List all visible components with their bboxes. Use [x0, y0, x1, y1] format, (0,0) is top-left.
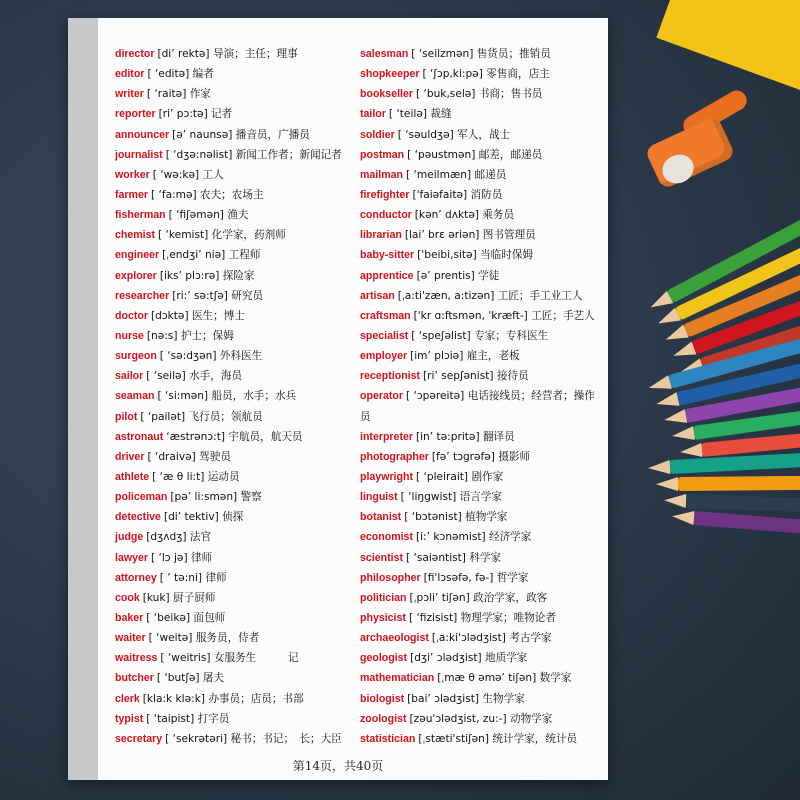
vocab-entry	[360, 648, 600, 668]
vocab-entry	[360, 507, 600, 527]
vocab-entry	[360, 185, 600, 205]
vocab-meaning: 驾驶员	[199, 450, 231, 463]
vocab-word: bookseller	[360, 88, 413, 101]
vocab-meaning: 水手，海员	[189, 370, 243, 383]
vocab-word: salesman	[360, 48, 409, 60]
vocab-word: detective	[115, 511, 161, 524]
vocab-meaning: 编者	[192, 68, 214, 81]
vocab-entry	[360, 709, 600, 729]
vocab-phonetic: [ ‘editə]	[147, 68, 190, 81]
vocab-entry	[115, 64, 355, 84]
vocab-phonetic: [fə’ tɔgrəfə]	[431, 450, 495, 463]
vocab-word: librarian	[360, 229, 402, 242]
vocab-word: judge	[115, 531, 144, 544]
vocab-entry	[360, 568, 600, 588]
vocab-phonetic: [i:’ kɔnəmist]	[415, 531, 486, 544]
vocab-word: journalist	[115, 148, 163, 161]
vocab-phonetic: [in’ tə:pritə]	[415, 430, 480, 443]
vocab-phonetic: [ ‘sekrətəri]	[165, 732, 228, 745]
vocab-word: zoologist	[360, 712, 407, 725]
vocab-meaning: 学徒	[478, 269, 500, 282]
vocab-word: interpreter	[360, 430, 413, 443]
vocab-entry	[115, 668, 355, 688]
vocab-meaning: 外科医生	[219, 350, 263, 363]
vocab-meaning: 统计学家，统计员	[492, 732, 578, 745]
vocab-entry	[115, 487, 355, 507]
vocab-word: nurse	[115, 329, 144, 342]
vocab-entry	[115, 346, 355, 366]
vocab-phonetic: [ ‘weitə]	[148, 632, 193, 645]
vocab-word: explorer	[115, 269, 157, 282]
vocab-meaning: 导演；主任；理事	[212, 48, 298, 60]
vocab-meaning: 地质学家	[485, 652, 528, 665]
vocab-meaning: 作家	[189, 88, 211, 101]
vocab-meaning: 面包师	[193, 611, 226, 624]
vocab-phonetic: [ ‘sə:dʒən]	[159, 350, 217, 363]
vocab-word: chemist	[115, 229, 156, 242]
vocab-phonetic: [ ‘saiəntist]	[405, 551, 466, 564]
vocab-meaning: 工匠；手工业工人	[497, 289, 583, 302]
vocab-word: surgeon	[115, 350, 157, 363]
vocab-word: shopkeeper	[360, 68, 420, 81]
vocab-phonetic: [ ‘liŋgwist]	[400, 491, 457, 504]
page-edge-strip	[68, 18, 98, 780]
vocab-phonetic: [ə’ prentis]	[416, 269, 475, 282]
vocab-phonetic: [ˌstæti'stiʃən]	[418, 732, 490, 745]
vocab-meaning: 侦探	[222, 511, 244, 524]
vocab-phonetic: [ ‘dʒə:nəlist]	[165, 148, 233, 161]
vocab-phonetic: [ri’ sepʃənist]	[423, 370, 494, 383]
binder-clip-icon	[640, 95, 750, 195]
vocab-entry	[360, 548, 600, 568]
vocab-meaning: 办事员；店员；书部	[208, 692, 304, 705]
vocab-entry	[360, 44, 600, 64]
vocab-meaning: 摄影师	[498, 450, 531, 463]
vocab-word: mathematician	[360, 672, 435, 685]
vocab-phonetic: [ ‘fa:mə]	[150, 188, 197, 201]
colored-pencils-icon	[640, 250, 800, 570]
vocab-phonetic: [ ‘seilə]	[146, 370, 186, 383]
vocab-phonetic: [dʒi’ ɔlədʒist]	[410, 652, 482, 665]
vocab-entry	[115, 44, 355, 64]
vocab-word: baker	[115, 611, 144, 624]
vocab-meaning: 新闻工作者；新闻记者	[235, 148, 342, 161]
vocab-word: reporter	[115, 108, 156, 121]
vocab-phonetic: [ ‘fiʃəmən]	[168, 209, 224, 222]
vocab-meaning: 运动员	[207, 470, 240, 483]
vocab-word: tailor	[360, 108, 386, 121]
vocab-entry	[115, 568, 355, 588]
vocab-word: lawyer	[115, 551, 148, 564]
vocab-word: announcer	[115, 128, 170, 141]
vocab-entry	[115, 286, 355, 306]
vocab-entry	[115, 366, 355, 386]
vocab-entry	[115, 386, 355, 406]
vocab-entry	[360, 104, 600, 124]
vocab-phonetic: [ ‘pəustmən]	[407, 148, 476, 161]
vocab-entry	[360, 346, 600, 366]
vocab-entry	[115, 548, 355, 568]
vocab-phonetic: [ ‘seilzmən]	[411, 48, 474, 60]
vocab-meaning: 语言学家	[459, 491, 503, 504]
vocab-word: attorney	[115, 571, 157, 584]
vocab-phonetic: [ ‘meilmæn]	[405, 168, 472, 181]
vocab-phonetic: [ ‘buk,selə]	[416, 88, 476, 101]
vocab-meaning: 屠夫	[202, 672, 225, 685]
vocab-entry	[360, 608, 600, 628]
vocab-entry	[360, 628, 600, 648]
vocab-meaning: 经济学家	[489, 531, 532, 544]
vocab-phonetic: [im’ plɔiə]	[410, 350, 464, 363]
vocab-word: clerk	[115, 692, 140, 705]
vocab-phonetic: [ ‘wə:kə]	[152, 168, 200, 181]
vocab-phonetic: ['beibi,sitə]	[417, 249, 477, 262]
vocab-meaning: 翻译员	[482, 430, 515, 443]
vocab-phonetic: [ ‘speʃəlist]	[411, 329, 471, 342]
vocab-word: politician	[360, 591, 407, 604]
vocab-phonetic: ['faiəfaitə]	[412, 188, 468, 201]
vocab-entry	[360, 527, 600, 547]
vocab-word: cook	[115, 591, 140, 604]
vocab-word: waiter	[115, 632, 146, 645]
right-column	[360, 44, 600, 749]
vocab-entry	[115, 205, 355, 225]
vocab-word: artisan	[360, 289, 395, 302]
vocab-phonetic: [ ‘weitris]	[160, 652, 211, 665]
vocab-entry	[360, 125, 600, 145]
vocab-word: specialist	[360, 329, 409, 342]
vocab-entry	[115, 245, 355, 265]
vocab-entry	[115, 709, 355, 729]
vocab-entry	[360, 668, 600, 688]
vocab-entry	[360, 266, 600, 286]
vocab-meaning: 厨子厨师	[173, 591, 216, 604]
left-column	[115, 44, 355, 749]
vocab-entry	[360, 64, 600, 84]
vocab-phonetic: [ ‘ɔpəreitə]	[405, 390, 465, 403]
vocab-word: driver	[115, 450, 145, 463]
vocab-entry	[360, 588, 600, 608]
vocab-word: economist	[360, 531, 413, 544]
vocab-meaning: 军人，战士	[457, 128, 511, 141]
vocab-word: philosopher	[360, 571, 421, 584]
vocab-entry	[360, 326, 600, 346]
vocab-meaning: 工匠；手艺人	[531, 309, 595, 322]
vocab-meaning: 动物学家	[510, 712, 553, 725]
vocab-word: geologist	[360, 652, 408, 665]
vocab-word: policeman	[115, 491, 168, 504]
vocab-entry	[115, 407, 355, 427]
vocab-entry	[115, 185, 355, 205]
vocab-phonetic: [kla:k klə:k]	[142, 692, 205, 705]
vocab-phonetic: [zəu'ɔlədʒist, zu:-]	[409, 712, 507, 725]
vocab-meaning: 宇航员，航天员	[228, 430, 303, 443]
vocab-entry	[360, 225, 600, 245]
vocab-entry	[360, 165, 600, 185]
vocab-entry	[115, 447, 355, 467]
vocab-word: apprentice	[360, 269, 414, 282]
vocab-phonetic: [ ‘ʃɔp,ki:pə]	[422, 68, 483, 81]
vocab-phonetic: ‘æstrənɔ:t]	[166, 430, 225, 443]
vocab-meaning: 雇主，老板	[466, 350, 520, 363]
vocab-word: typist	[115, 712, 144, 725]
vocab-entry	[115, 125, 355, 145]
vocab-word: physicist	[360, 611, 406, 624]
vocab-phonetic: [ə’ naunsə]	[172, 128, 233, 141]
vocab-phonetic: [ri’ pɔ:tə]	[158, 108, 208, 121]
vocab-meaning: 当临时保姆	[480, 249, 534, 262]
vocab-entry	[115, 729, 355, 749]
vocab-word: craftsman	[360, 309, 411, 322]
vocab-meaning: 医生；博士	[191, 309, 245, 322]
vocab-entry	[360, 145, 600, 165]
vocab-phonetic: [bai’ ɔlədʒist]	[407, 692, 480, 705]
vocab-entry	[115, 326, 355, 346]
vocab-meaning: 政治学家，政客	[473, 591, 548, 604]
vocab-word: farmer	[115, 188, 148, 201]
vocab-meaning: 乘务员	[482, 209, 515, 222]
vocab-word: playwright	[360, 470, 413, 483]
vocab-phonetic: [ ‘teilə]	[388, 108, 427, 121]
vocab-phonetic: [ ’ tə:ni]	[159, 571, 203, 584]
vocab-phonetic: [kən’ dʌktə]	[414, 209, 479, 222]
vocab-meaning: 考古学家	[509, 632, 552, 645]
vocab-phonetic: [ ‘bɔtənist]	[404, 511, 462, 524]
vocab-meaning: 专家；专科医生	[474, 329, 549, 342]
vocab-meaning: 消防员	[470, 188, 503, 201]
vocab-word: butcher	[115, 672, 154, 685]
vocab-word: engineer	[115, 249, 160, 262]
vocab-phonetic: [ ‘səuldʒə]	[397, 128, 454, 141]
vocab-meaning: 护士；保姆	[180, 329, 234, 342]
vocab-meaning: 售货员；推销员	[476, 48, 551, 60]
vocab-word: archaeologist	[360, 632, 429, 645]
vocab-phonetic: [ ‘kemist]	[158, 229, 209, 242]
vocab-phonetic: [pə’ li:smən]	[170, 491, 238, 504]
vocab-phonetic: [ˌa:ki'ɔlədʒist]	[431, 632, 506, 645]
vocab-phonetic: [ ‘lɔ jə]	[150, 551, 188, 564]
vocab-phonetic: [ ‘butʃə]	[156, 672, 200, 685]
vocab-phonetic: [nə:s]	[146, 329, 178, 342]
vocab-entry	[115, 427, 355, 447]
vocab-phonetic: [ ‘beikə]	[146, 611, 191, 624]
vocab-meaning: 物理学家；唯物论者	[460, 611, 556, 624]
vocab-word: seaman	[115, 390, 155, 403]
vocab-word: photographer	[360, 450, 429, 463]
vocab-entry	[115, 588, 355, 608]
vocab-word: sailor	[115, 370, 144, 383]
vocab-phonetic: [ˌmæ θ əmə’ tiʃən]	[437, 672, 537, 685]
vocab-meaning: 渔夫	[227, 209, 249, 222]
vocab-entry	[115, 145, 355, 165]
document-page	[68, 18, 608, 780]
vocab-meaning: 律师	[205, 571, 227, 584]
vocab-entry	[115, 266, 355, 286]
vocab-phonetic: [ ‘raitə]	[146, 88, 187, 101]
vocab-phonetic: [ ‘si:mən]	[157, 390, 209, 403]
vocab-entry	[360, 729, 600, 749]
vocab-meaning: 植物学家	[465, 511, 508, 524]
vocab-phonetic: [ ‘pailət]	[140, 410, 186, 423]
vocab-meaning: 工人	[202, 168, 224, 181]
vocab-phonetic: [di’ rektə]	[157, 48, 210, 60]
vocab-entry	[115, 467, 355, 487]
vocab-meaning: 邮差，邮递员	[478, 148, 543, 161]
vocab-meaning: 书商；售书员	[478, 88, 543, 101]
vocab-word: director	[115, 48, 155, 60]
vocab-meaning: 农夫；农场主	[200, 188, 264, 201]
vocab-meaning: 化学家，药剂师	[211, 229, 286, 242]
vocab-word: writer	[115, 88, 144, 101]
vocab-word: statistician	[360, 732, 416, 745]
vocab-meaning: 警察	[240, 491, 262, 504]
vocab-phonetic: [kuk]	[142, 591, 170, 604]
vocab-word: fisherman	[115, 209, 166, 222]
vocab-meaning: 工程师	[228, 249, 261, 262]
vocab-entry	[360, 366, 600, 386]
vocab-entry	[360, 467, 600, 487]
vocab-word: doctor	[115, 309, 148, 322]
vocab-word: editor	[115, 68, 145, 81]
vocab-meaning: 图书管理员	[482, 229, 536, 242]
vocab-meaning: 邮递员	[474, 168, 507, 181]
vocab-phonetic: [ˌpɔli’ tiʃən]	[409, 591, 470, 604]
vocab-meaning: 数学家	[539, 672, 572, 685]
vocab-meaning: 打字员	[197, 712, 230, 725]
vocab-meaning: 科学家	[469, 551, 502, 564]
vocab-word: operator	[360, 390, 403, 403]
vocab-entry	[115, 628, 355, 648]
vocab-phonetic: [dʒʌdʒ]	[146, 531, 187, 544]
vocab-phonetic: [iks’ plɔ:rə]	[159, 269, 220, 282]
vocab-phonetic: [ri:’ sə:tʃə]	[172, 289, 228, 302]
vocab-meaning: 生物学家	[482, 692, 525, 705]
vocab-phonetic: [ ‘æ θ li:t]	[152, 470, 205, 483]
pencil	[678, 475, 800, 491]
vocab-meaning: 研究员	[231, 289, 264, 302]
vocab-entry	[360, 427, 600, 447]
vocab-entry	[360, 84, 600, 104]
vocab-entry	[115, 165, 355, 185]
vocab-phonetic: [lai’ brɛ əriən]	[404, 229, 480, 242]
vocab-phonetic: [ ‘draivə]	[147, 450, 196, 463]
vocab-word: soldier	[360, 128, 395, 141]
vocab-entry	[360, 447, 600, 467]
pencil	[693, 511, 800, 542]
vocab-meaning: 秘书；书记； 长；大臣	[230, 732, 342, 745]
vocab-entry	[360, 205, 600, 225]
vocab-meaning: 记者	[211, 108, 233, 121]
vocab-phonetic: [di’ tektiv]	[163, 511, 219, 524]
vocab-meaning: 裁缝	[430, 108, 452, 121]
vocab-entry	[115, 527, 355, 547]
vocab-meaning: 接待员	[496, 370, 529, 383]
vocab-entry	[115, 306, 355, 326]
vocab-word: firefighter	[360, 188, 410, 201]
vocab-meaning: 电话接线员；经营者；操作员	[360, 390, 595, 423]
vocab-word: scientist	[360, 551, 403, 564]
vocab-phonetic: [ ‘taipist]	[146, 712, 195, 725]
vocab-phonetic: [ ‘pleirait]	[415, 470, 469, 483]
vocab-entry	[115, 104, 355, 124]
vocab-word: conductor	[360, 209, 412, 222]
vocab-word: athlete	[115, 470, 150, 483]
vocab-phonetic: ['kr ɑ:ftsmən, 'kræft-]	[413, 309, 528, 322]
vocab-word: worker	[115, 168, 150, 181]
vocab-meaning: 船员，水手；水兵	[211, 390, 297, 403]
vocab-entry	[360, 487, 600, 507]
vocab-word: secretary	[115, 732, 163, 745]
vocab-word: linguist	[360, 491, 398, 504]
vocab-meaning: 律师	[190, 551, 213, 564]
vocab-meaning: 播音员，广播员	[235, 128, 310, 141]
vocab-entry	[115, 648, 355, 668]
vocab-word: researcher	[115, 289, 170, 302]
vocab-entry	[360, 306, 600, 326]
vocab-entry	[115, 608, 355, 628]
vocab-word: baby-sitter	[360, 249, 415, 262]
vocab-word: waitress	[115, 652, 158, 665]
vocab-meaning: 零售商，店主	[486, 68, 550, 81]
vocab-entry	[360, 689, 600, 709]
vocab-entry	[115, 507, 355, 527]
vocab-meaning: 哲学家	[496, 571, 529, 584]
vocab-meaning: 飞行员；领航员	[188, 410, 263, 423]
vocab-meaning: 剧作家	[471, 470, 504, 483]
vocab-word: receptionist	[360, 370, 421, 383]
vocab-entry	[360, 245, 600, 265]
vocab-word: astronaut	[115, 430, 164, 443]
vocab-phonetic: [fi'lɔsəfə, fə-]	[423, 571, 494, 584]
vocab-meaning: 女服务生 记	[213, 652, 299, 665]
vocab-entry	[360, 386, 600, 426]
vocab-entry	[115, 225, 355, 245]
vocab-word: pilot	[115, 410, 138, 423]
vocab-phonetic: [ˌa:ti'zæn, a:tizən]	[397, 289, 495, 302]
vocab-word: mailman	[360, 168, 403, 181]
vocab-word: botanist	[360, 511, 402, 524]
vocab-meaning: 探险家	[222, 269, 255, 282]
vocab-meaning: 服务员，侍者	[195, 632, 260, 645]
vocab-meaning: 法官	[189, 531, 212, 544]
vocab-word: postman	[360, 148, 405, 161]
vocab-word: employer	[360, 350, 408, 363]
vocab-phonetic: [ˌendʒi’ niə]	[162, 249, 226, 262]
vocab-entry	[360, 286, 600, 306]
vocab-phonetic: [dɔktə]	[150, 309, 189, 322]
page-number: 第14页，共40页	[292, 759, 384, 773]
vocab-word: biologist	[360, 692, 405, 705]
vocab-entry	[115, 84, 355, 104]
vocab-phonetic: [ ‘fizisist]	[408, 611, 458, 624]
vocab-entry	[115, 689, 355, 709]
